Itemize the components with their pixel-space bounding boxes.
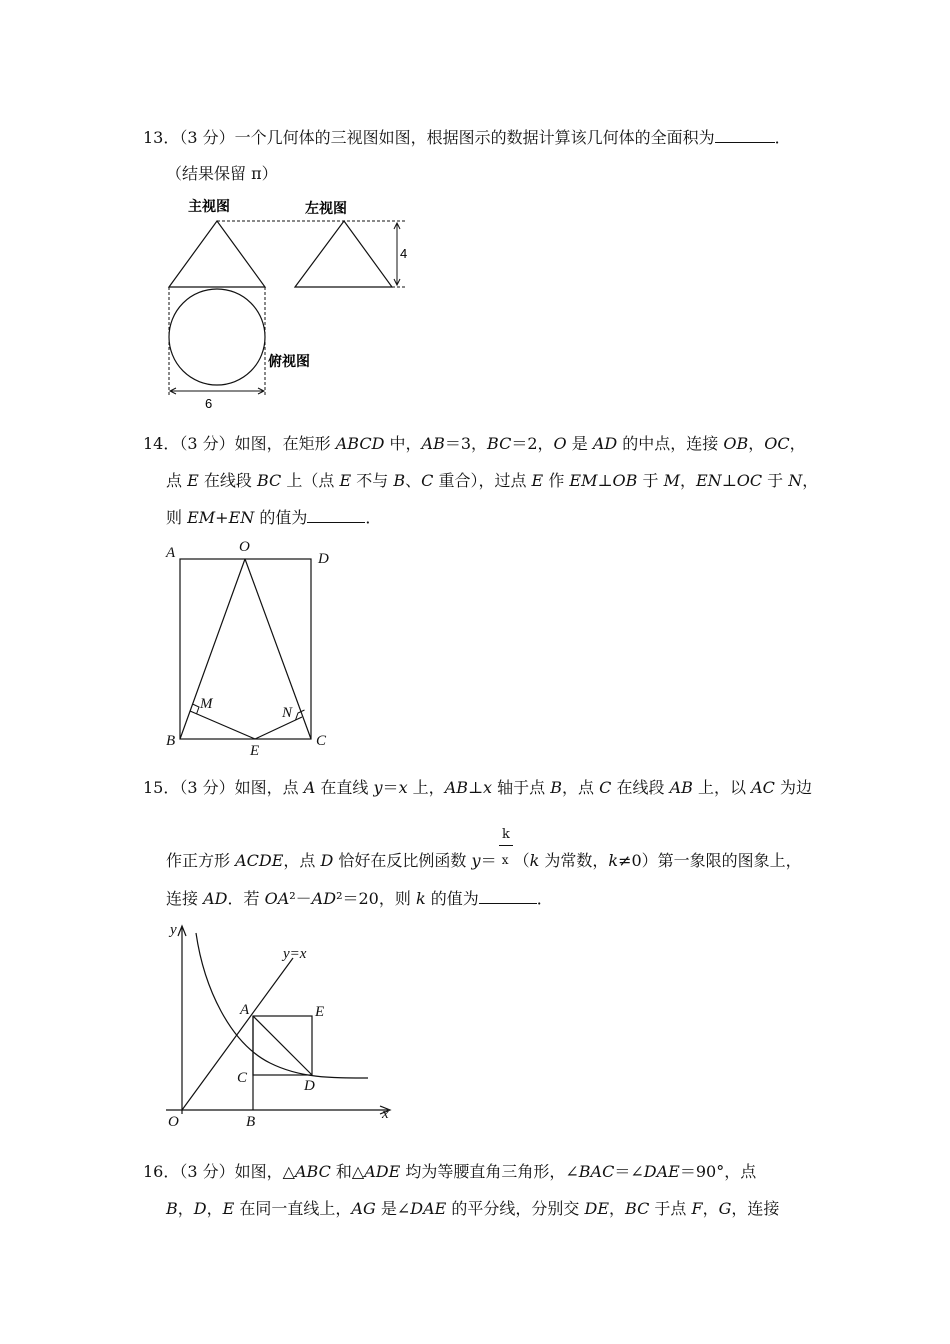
math-variable: C [599,778,612,797]
q13-top-view-circle [169,289,265,385]
q14-line3 [166,508,381,528]
text-run: 为边 [774,778,812,797]
q14-segment-OB [180,559,245,739]
text-run: 均为等腰直角三角形，∠ [400,1162,579,1181]
math-variable: C [421,471,434,490]
q14-text-line3 [166,508,307,527]
q13-left-view-triangle [295,221,392,287]
math-variable: E [531,471,544,490]
q15-label-A: A [240,1002,250,1018]
text-run: 则 [166,508,188,527]
math-variable: E [339,471,352,490]
q14-label-N: N [282,705,293,721]
math-variable: x [483,778,493,797]
math-variable: DAE [410,1199,447,1218]
math-variable: O [553,434,567,453]
q13-height-value: 4 [400,246,408,261]
math-variable: BC [487,434,512,453]
q15-text-line2b [514,851,802,870]
q15-x-axis-label: x [382,1106,389,1122]
math-variable: F [691,1199,703,1218]
math-variable: AC [751,778,775,797]
text-run: 在线段 [198,471,257,490]
text-run: ， [702,1199,719,1218]
q15-label-E: E [315,1004,325,1020]
math-variable: OB [723,434,749,453]
q15-label-C: C [237,1070,248,1086]
text-run: 作正方形 [166,851,236,870]
math-variable: E [222,1199,235,1218]
text-run: ²－ [289,889,312,908]
q15-fraction-bar [499,845,513,846]
text-run: ⊥ [468,778,484,797]
q15-text-line3 [166,889,479,908]
q15-answer-blank[interactable] [479,889,537,904]
text-run: ．若 [227,889,265,908]
q13-left-view-label: 左视图 [305,200,347,216]
q14-answer-blank[interactable] [307,508,365,523]
text-run: ， [679,471,696,490]
text-run: ， [802,471,819,490]
text-run: 是∠ [375,1199,411,1218]
q15-line2 [166,851,802,872]
math-variable: y [471,851,481,870]
q15-line-y-equals-x [182,958,293,1110]
math-variable: M [663,471,680,490]
text-run: ， [748,434,765,453]
math-variable: k [608,851,619,870]
math-variable: OC [736,471,763,490]
math-variable: ABCD [335,434,385,453]
q13-figure [160,195,420,415]
q16-number: 16． [143,1162,180,1181]
math-variable: B [550,778,563,797]
math-variable: OB [612,471,638,490]
text-run: 轴于点 [492,778,551,797]
text-run: 连接 [166,889,204,908]
math-variable: B [166,1199,178,1218]
q14-label-C: C [316,733,327,749]
math-variable: k [529,851,540,870]
q14-label-O: O [239,539,250,555]
q13-answer-blank[interactable] [715,128,775,143]
text-run: ⊥ [597,471,613,490]
text-run: 的值为 [425,889,479,908]
math-variable: A [303,778,316,797]
math-variable: B [393,471,406,490]
math-variable: D [320,851,334,870]
q13-number: 13． [143,128,180,147]
math-variable: EM+EN [187,508,255,527]
math-variable: BAC [578,1162,615,1181]
math-variable: OA [264,889,290,908]
q14-segment-EN [255,717,302,739]
q15-number: 15． [143,778,180,797]
q15-fraction-denominator: x [501,853,509,867]
math-variable: EN [696,471,722,490]
math-variable: DE [584,1199,610,1218]
math-variable: DAE [643,1162,680,1181]
text-run: ， [177,1199,194,1218]
q14-label-B: B [166,733,176,749]
q14-score: （3 分） [179,434,235,453]
text-run: ＝2， [511,434,554,453]
math-variable: OC [764,434,790,453]
math-variable: G [718,1199,732,1218]
math-variable: AD [311,889,337,908]
math-variable: ACDE [235,851,284,870]
text-run: 于点 [649,1199,692,1218]
text-run: 的值为 [254,508,308,527]
q13-front-view-label: 主视图 [188,198,230,214]
q13-end: ． [774,128,791,147]
math-variable: AD [203,889,228,908]
math-variable: AD [592,434,618,453]
text-run: 如图，△ [234,1162,295,1181]
text-run: 在直线 [315,778,374,797]
q15-end: ． [536,889,553,908]
text-run: 在同一直线上， [234,1199,352,1218]
q13-line2: （结果保留 π） [166,164,278,183]
text-run: 点 [166,471,188,490]
text-run: ， [789,434,806,453]
text-run: 重合），过点 [433,471,532,490]
text-run: ＝90°，点 [679,1162,757,1181]
text-run: ≠0）第一象限的图象上， [618,851,802,870]
q13-front-view-triangle [169,221,265,287]
text-run: ＝∠ [614,1162,644,1181]
q16-text-line1 [235,1162,757,1181]
text-run: ，点 [562,778,600,797]
text-run: 为常数， [539,851,609,870]
text-run: ⊥ [721,471,737,490]
q15-label-B: B [246,1114,256,1130]
text-run: 在线段 [611,778,670,797]
text-run: 上，以 [692,778,752,797]
text-run: ＝ [480,851,497,870]
text-run: 如图，在矩形 [234,434,336,453]
math-variable: E [187,471,199,490]
math-variable: AG [351,1199,376,1218]
q13-score: （3 分） [179,128,235,147]
math-variable: ADE [364,1162,401,1181]
math-variable: ABC [294,1162,331,1181]
q15-text-line2a [166,851,497,870]
q16-text-line2 [166,1199,779,1219]
math-variable: AB [421,434,445,453]
text-run: ，点 [283,851,321,870]
text-run: 中， [384,434,422,453]
q14-number: 14． [143,434,180,453]
text-run: 不与 [351,471,394,490]
q15-score: （3 分） [179,778,235,797]
q14-segment-EM [190,711,255,739]
q15-label-D: D [304,1078,315,1094]
q14-line1 [143,434,806,454]
math-variable: BC [256,471,282,490]
text-run: 上（点 [281,471,340,490]
q14-text-line2 [166,471,818,491]
q15-line3 [166,889,553,909]
text-run: 上， [407,778,445,797]
q14-figure [160,535,340,760]
text-run: （ [513,851,530,870]
text-run: ， [609,1199,626,1218]
q14-label-A: A [166,545,176,561]
math-variable: AB [444,778,468,797]
math-variable: AB [669,778,693,797]
q14-end: ． [365,508,382,527]
q16-line1 [143,1162,756,1182]
q15-fraction-numerator: k [502,827,510,842]
math-variable: k [415,889,426,908]
text-run: ，连接 [731,1199,780,1218]
math-variable: D [193,1199,207,1218]
text-run: ＝ [382,778,399,797]
q15-line1 [143,778,812,798]
q14-text-line1 [235,434,806,453]
q15-label-O: O [168,1114,179,1130]
q15-y-axis-label: y [170,922,177,938]
q14-label-E: E [250,743,260,759]
text-run: 的中点，连接 [617,434,724,453]
text-run: ＝3， [444,434,488,453]
q13-top-view-label: 俯视图 [268,353,310,369]
text-run: 是 [566,434,593,453]
q13-width-value: 6 [205,396,213,411]
text-run: 、 [405,471,422,490]
text-run: 的平分线，分别交 [446,1199,585,1218]
q14-label-M: M [200,696,213,712]
math-variable: N [788,471,803,490]
q16-score: （3 分） [179,1162,235,1181]
text-run: ， [206,1199,223,1218]
text-run: 和△ [330,1162,365,1181]
text-run: 于 [762,471,789,490]
text-run: 恰好在反比例函数 [333,851,472,870]
q15-text-line1 [235,778,812,797]
text-run: ²＝20，则 [336,889,416,908]
math-variable: EM [569,471,598,490]
q14-label-D: D [318,551,329,567]
math-variable: x [398,778,408,797]
q15-figure [160,918,400,1133]
text-run: 作 [543,471,570,490]
q15-segment-AD [253,1016,312,1075]
q13-text: 一个几何体的三视图如图，根据图示的数据计算该几何体的全面积为 [234,128,715,147]
q13-line1 [143,128,791,148]
math-variable: BC [625,1199,650,1218]
text-run: 如图，点 [234,778,304,797]
math-variable: y [373,778,383,797]
text-run: 于 [637,471,664,490]
q15-line-label: y=x [283,946,307,962]
